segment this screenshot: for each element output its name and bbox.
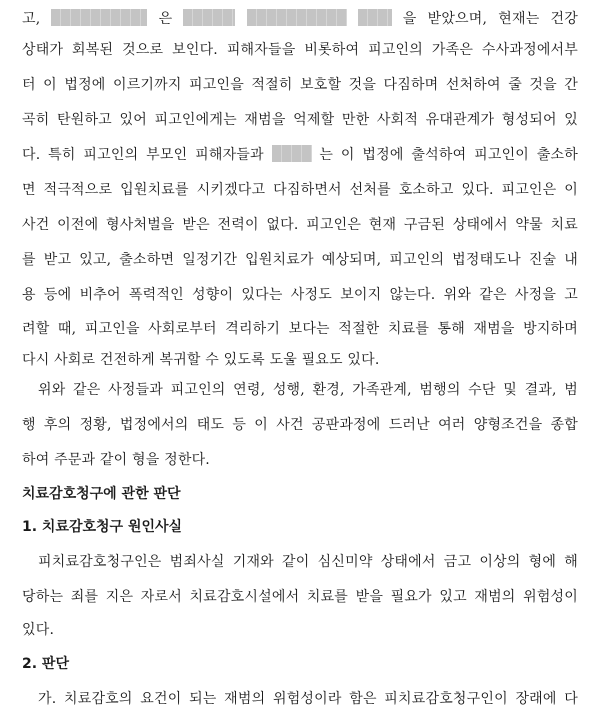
text-line: 면 적극적으로 입원치료를 시키겠다고 다짐하면서 선처를 호소하고 있다. 피고인은 이 — [22, 182, 578, 198]
text-line: 행 후의 정황, 법정에서의 태도 등 이 사건 공판과정에 드러난 여러 양형조건을 종합 — [22, 417, 578, 433]
text-line: 하여 주문과 같이 형을 정한다. — [22, 452, 210, 468]
text-line: 있다. — [22, 622, 55, 638]
text-fragment: 은 — [158, 11, 173, 27]
text-fragment: 다. 특히 피고인의 부모인 피해자들과 — [22, 147, 264, 163]
text-line: 려할 때, 피고인을 사회로부터 격리하기 보다는 적절한 치료를 통해 재범을 방지하며 — [22, 321, 578, 337]
redacted-text — [183, 9, 235, 26]
redacted-text — [247, 9, 347, 26]
text-line: 상태가 회복된 것으로 보인다. 피해자들을 비롯하여 피고인의 가족은 수사과정에서부 — [22, 42, 578, 58]
text-line: 사건 이전에 형사처벌을 받은 전력이 없다. 피고인은 현재 구금된 상태에서 약물 치료 — [22, 217, 578, 233]
section-heading: 치료감호청구에 관한 판단 — [22, 486, 181, 502]
text-line: 를 받고 있고, 출소하면 일정기간 입원치료가 예상되며, 피고인의 법정태도나 진술 내 — [22, 252, 578, 268]
text-line: 터 이 법정에 이르기까지 피고인을 적절히 보호할 것을 다짐하며 선처하여 줄 것을 간 — [22, 77, 578, 93]
text-fragment: 을 받았으며, 현재는 건강 — [402, 11, 578, 27]
redacted-name — [272, 145, 312, 162]
subsection-heading: 1. 치료감호청구 원인사실 — [22, 519, 183, 535]
subsection-heading: 2. 판단 — [22, 656, 69, 672]
redacted-name — [51, 9, 147, 26]
text-line: 가. 치료감호의 요건이 되는 재범의 위험성이라 함은 피치료감호청구인이 장래에 다 — [38, 691, 578, 707]
text-fragment: 는 이 법정에 출석하여 피고인이 출소하 — [319, 147, 578, 163]
redacted-text — [358, 9, 392, 26]
text-line: 용 등에 비추어 폭력적인 성향이 있다는 사정도 보이지 않는다. 위와 같은 사정을 고 — [22, 287, 578, 303]
text-line: 위와 같은 사정들과 피고인의 연령, 성행, 환경, 가족관계, 범행의 수단 및 결과, 범 — [38, 382, 578, 398]
text-line: 곡히 탄원하고 있어 피고인에게는 재범을 억제할 만한 사회적 유대관계가 형성되어 있 — [22, 112, 578, 128]
text-line: 당하는 죄를 지은 자로서 치료감호시설에서 치료를 받을 필요가 있고 재범의 위험성이 — [22, 589, 578, 605]
text-line: 피치료감호청구인은 범죄사실 기재와 같이 심신미약 상태에서 금고 이상의 형에 해 — [38, 554, 578, 570]
text-fragment: 고, — [22, 11, 41, 27]
text-line — [22, 7, 578, 31]
text-line — [22, 143, 578, 167]
text-line: 다시 사회로 건전하게 복귀할 수 있도록 도울 필요도 있다. — [22, 352, 380, 368]
